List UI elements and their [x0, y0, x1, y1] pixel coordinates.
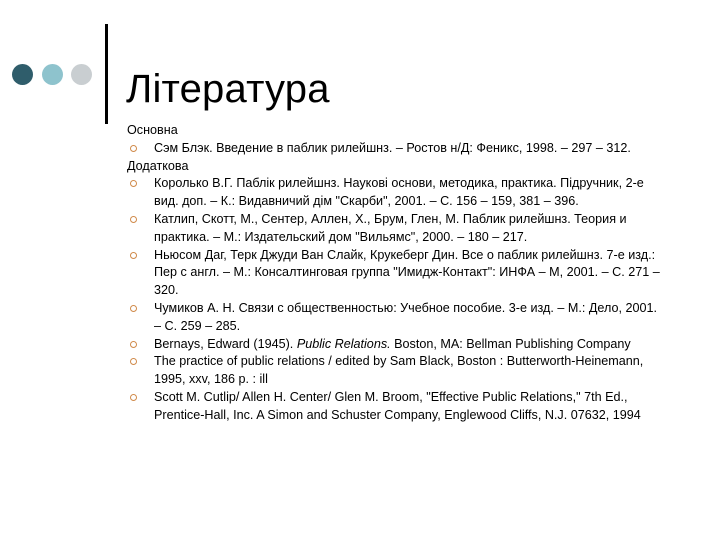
section-heading-additional: Додаткова — [127, 158, 189, 173]
list-item — [127, 336, 667, 354]
list-item — [127, 211, 667, 247]
bullet-icon — [130, 252, 137, 259]
reference-text-after: Boston, MA: Bellman Publishing Company — [390, 336, 631, 351]
list-item — [127, 389, 667, 425]
reference-text: Чумиков А. Н. Связи с общественностью: Учебное пособие. 3-е изд. – М.: Дело, 2001. – С. 259 – 285. — [154, 300, 657, 333]
bullet-icon — [130, 305, 137, 312]
list-item — [127, 175, 667, 211]
list-item — [127, 353, 667, 389]
reference-title-italic: Public Relations. — [296, 336, 391, 351]
reference-text: Ньюсом Даг, Терк Джуди Ван Слайк, Крукеберг Дин. Все о паблик рилейшнз. 7-е изд.: Пер с англ. – М.: Консалтинговая группа "Имидж-Контакт": ИНФА – М, 2001. – С. 271 – 320. — [154, 247, 660, 298]
reference-text-before: Bernays, Edward (1945). — [154, 336, 297, 351]
light-teal-dot-icon — [42, 64, 63, 85]
additional-references-list — [127, 175, 667, 424]
list-item — [127, 140, 667, 158]
bullet-icon — [130, 145, 137, 152]
decorative-dots — [12, 64, 92, 86]
bullet-icon — [130, 341, 137, 348]
reference-text: Scott M. Cutlip/ Allen H. Center/ Glen M. Broom, "Effective Public Relations," 7th Ed., Prentice-Hall, Inc. A Simon and Schuster Company, Englewood Cliffs, N.J. 07632, 1994 — [154, 389, 641, 422]
list-item — [127, 300, 667, 336]
gray-dot-icon — [71, 64, 92, 85]
bullet-icon — [130, 216, 137, 223]
main-references-list — [127, 140, 667, 158]
reference-text: The practice of public relations / edited by Sam Black, Boston : Butterworth-Heinemann, 1995, xxv, 186 p. : ill — [154, 354, 644, 387]
reference-text: Катлип, Скотт, М., Сентер, Аллен, Х., Брум, Глен, М. Паблик рилейшнз. Теория и практика. – М.: Издательский дом "Вильямс", 2000. – 180 – 217. — [154, 211, 627, 244]
reference-text: Королько В.Г. Паблік рилейшнз. Наукові основи, методика, практика. Підручник, 2-е вид. доп. – К.: Видавничий дім "Скарби", 2001. – С. 156 – 159, 381 – 396. — [154, 176, 644, 209]
reference-text: Сэм Блэк. Введение в паблик рилейшнз. – Ростов н/Д: Феникс, 1998. – 297 – 312. — [154, 140, 631, 155]
slide-title: Література — [126, 66, 330, 111]
bullet-icon — [130, 394, 137, 401]
dark-teal-dot-icon — [12, 64, 33, 85]
references-body — [127, 122, 667, 425]
bullet-icon — [130, 180, 137, 187]
section-heading-main: Основна — [127, 123, 178, 137]
bullet-icon — [130, 358, 137, 365]
title-divider — [105, 24, 108, 124]
list-item — [127, 247, 667, 300]
